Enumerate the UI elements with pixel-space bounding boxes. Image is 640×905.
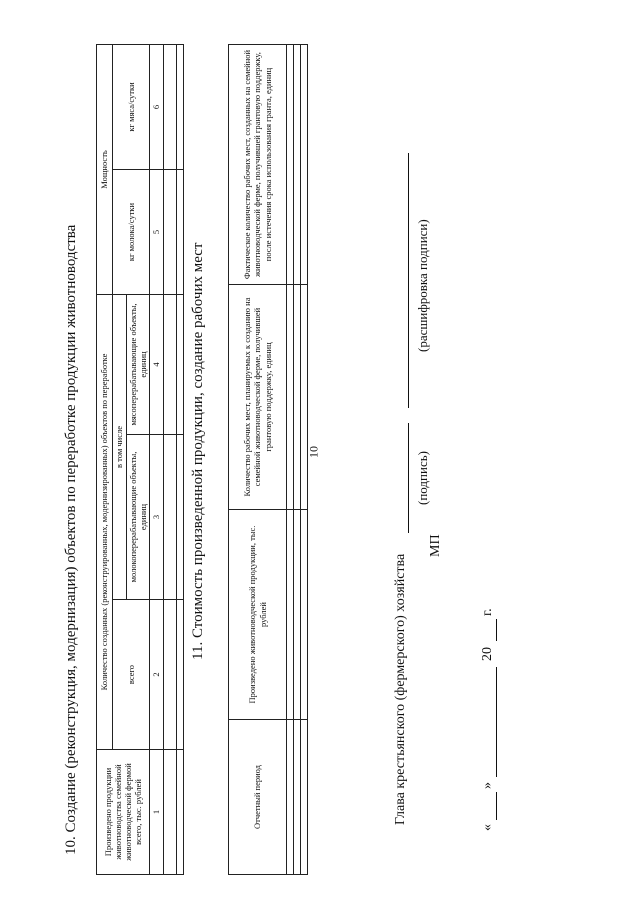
data-cell[interactable] [176,600,183,750]
data-cell[interactable] [301,720,308,875]
header-period: Отчетный период [229,720,287,875]
data-cell[interactable] [294,510,301,720]
date-close-quote: » [480,782,495,789]
data-cell[interactable] [163,750,176,875]
header-capacity: Мощность [97,44,113,294]
data-cell[interactable] [287,285,294,510]
date-month-line[interactable] [496,667,497,777]
table-row [294,45,301,875]
decoding-caption: (расшифровка подписи) [415,219,430,352]
section-11-table [228,44,308,875]
column-number: 2 [150,600,163,750]
header-milk-capacity: кг молока/сутки [113,169,150,294]
data-cell[interactable] [301,45,308,285]
data-cell[interactable] [176,750,183,875]
table-row [287,45,294,875]
header-produced-total: Произведено продукции животноводства семейной животноводческой фермой всего, тыс. рублей [97,750,150,875]
header-including: в том числе [113,294,127,599]
data-cell[interactable] [176,169,183,294]
head-of-farm-label: Глава крестьянского (фермерского) хозяйства [393,553,408,825]
section-10-title: 10. Создание (реконструкция, модернизация) объектов по переработке продукции животноводства [63,224,79,855]
header-jobs-planned: Количество рабочих мест, планируемых к созданию на семейной животноводческой ферме, получившей грантовую поддержку, единиц [229,285,287,510]
header-jobs-actual: Фактическое количество рабочих мест, созданных на семейной животноводческой ферме, получившей грантовую поддержку, после истечения срока использования гранта, единиц [229,45,287,285]
section-11-title: 11. Стоимость произведенной продукции, создание рабочих мест [190,242,206,660]
column-number: 1 [150,750,163,875]
header-meat-objects: мясоперерабатывающие объекты, единиц [127,294,150,434]
signature-line[interactable] [408,423,409,533]
data-cell[interactable] [301,285,308,510]
signature-caption: (подпись) [415,451,430,505]
stamp-mark: МП [428,534,443,557]
data-cell[interactable] [287,510,294,720]
data-cell[interactable] [294,720,301,875]
data-cell[interactable] [287,45,294,285]
date-day-line[interactable] [496,792,497,820]
column-number: 6 [150,44,163,169]
data-cell[interactable] [176,44,183,169]
data-cell[interactable] [301,510,308,720]
table-row [176,44,183,874]
section-10-table [96,44,184,875]
header-meat-capacity: кг мяса/сутки [113,44,150,169]
data-cell[interactable] [287,720,294,875]
data-cell[interactable] [294,285,301,510]
year-prefix: 20 [480,647,495,661]
column-number: 5 [150,169,163,294]
column-number: 4 [150,294,163,434]
data-cell[interactable] [163,600,176,750]
data-cell[interactable] [163,169,176,294]
page-number: 10 [306,446,321,458]
data-cell[interactable] [163,44,176,169]
table-row [163,44,176,874]
data-cell[interactable] [176,294,183,434]
header-milk-objects: молокоперерабатывающие объекты, единиц [127,435,150,600]
column-number: 3 [150,435,163,600]
header-produced: Произведено животноводческой продукции, тыс. рублей [229,510,287,720]
date-open-quote: « [480,824,495,831]
table-row [301,45,308,875]
data-cell[interactable] [294,45,301,285]
date-year-line[interactable] [496,619,497,641]
header-total: всего [113,600,150,750]
year-suffix: г. [480,608,495,616]
data-cell[interactable] [176,435,183,600]
header-objects-group: Количество созданных (реконструированных, модернизированных) объектов по переработке [97,294,113,749]
decoding-line[interactable] [408,153,409,408]
data-cell[interactable] [163,294,176,434]
data-cell[interactable] [163,435,176,600]
